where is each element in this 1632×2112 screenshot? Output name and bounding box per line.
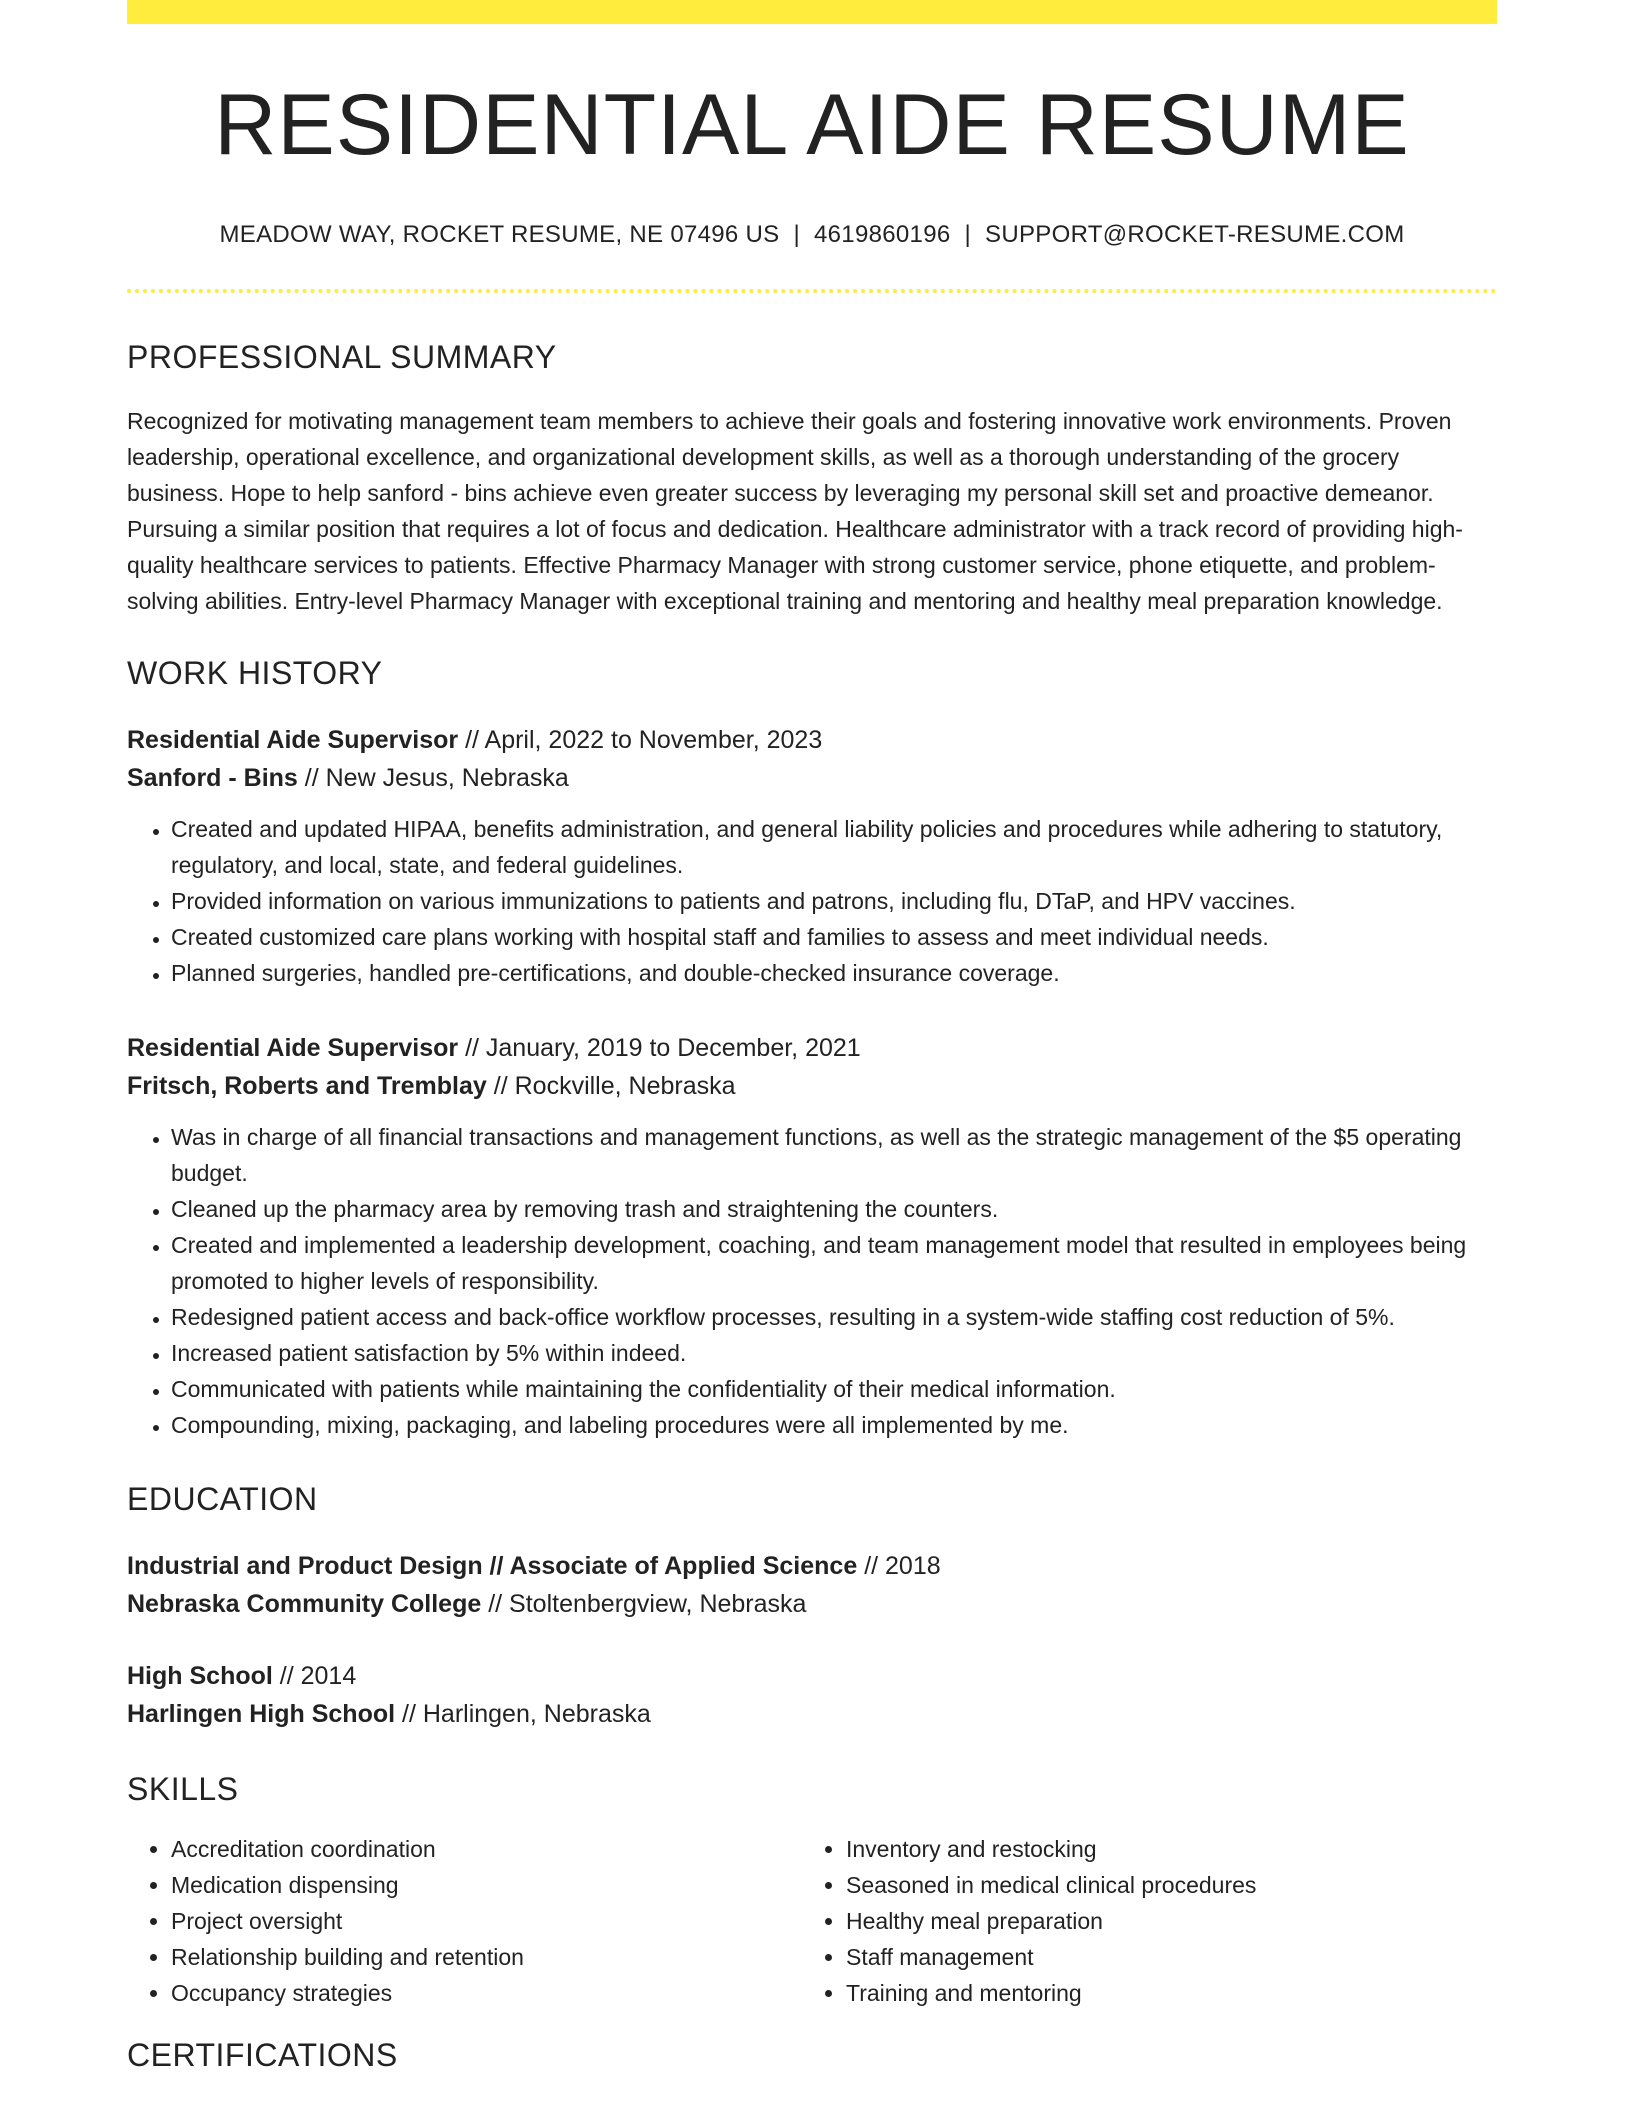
list-item: • Project oversight bbox=[171, 1903, 802, 1939]
education-location: // Harlingen, Nebraska bbox=[395, 1700, 651, 1728]
list-item: • Communicated with patients while maintaining the confidentiality of their medical information. bbox=[171, 1371, 1497, 1407]
job-role: Residential Aide Supervisor bbox=[127, 1034, 459, 1062]
education-school: Harlingen High School bbox=[127, 1700, 396, 1728]
resume-page bbox=[127, 0, 1497, 2071]
education-degree: High School bbox=[127, 1662, 273, 1690]
education-school-line bbox=[127, 1695, 1497, 1733]
job-dates: // April, 2022 to November, 2023 bbox=[458, 726, 823, 754]
job-company-line bbox=[127, 759, 1497, 797]
list-item: • Staff management bbox=[846, 1939, 1477, 1975]
skills-list-left bbox=[127, 1831, 802, 2011]
list-item: • Was in charge of all financial transactions and management functions, as well as the strategic management of the $5 operating budget. bbox=[171, 1119, 1497, 1191]
accent-bar bbox=[127, 0, 1497, 24]
skills-list-right bbox=[802, 1831, 1477, 2011]
list-item: • Inventory and restocking bbox=[846, 1831, 1477, 1867]
education-degree-line bbox=[127, 1547, 1497, 1585]
job-entry bbox=[127, 1029, 1497, 1443]
summary-heading: PROFESSIONAL SUMMARY bbox=[127, 339, 557, 375]
list-item: • Planned surgeries, handled pre-certifications, and double-checked insurance coverage. bbox=[171, 955, 1497, 991]
job-company: Sanford - Bins bbox=[127, 764, 298, 792]
education-year: // 2018 bbox=[857, 1552, 941, 1580]
list-item: • Compounding, mixing, packaging, and labeling procedures were all implemented by me. bbox=[171, 1407, 1497, 1443]
education-heading: EDUCATION bbox=[127, 1481, 318, 1517]
contact-separator: | bbox=[793, 221, 801, 248]
education-school-line bbox=[127, 1585, 1497, 1623]
education-school: Nebraska Community College bbox=[127, 1590, 482, 1618]
education-entry bbox=[127, 1547, 1497, 1623]
list-item: • Created and updated HIPAA, benefits administration, and general liability policies and procedures while adhering to statutory, regulatory, and local, state, and federal guidelines. bbox=[171, 811, 1497, 883]
summary-text: Recognized for motivating management team members to achieve their goals and fostering innovative work environments. Proven leadership, operational excellence, and organizational development skills, as well as a thorough understanding of the grocery business. Hope to help sanford - bins achieve even greater success by leveraging my personal skill set and proactive demeanor. Pursuing a similar position that requires a lot of focus and dedication. Healthcare administrator with a track record of providing high-quality healthcare services to patients. Effective Pharmacy Manager with strong customer service, phone etiquette, and problem-solving abilities. Entry-level Pharmacy Manager with exceptional training and mentoring and healthy meal preparation knowledge. bbox=[127, 408, 1463, 614]
contact-separator: | bbox=[964, 221, 972, 248]
job-entry bbox=[127, 721, 1497, 991]
dotted-divider bbox=[127, 289, 1497, 293]
skills-columns bbox=[127, 1831, 1497, 2011]
job-role-line bbox=[127, 721, 1497, 759]
list-item: • Relationship building and retention bbox=[171, 1939, 802, 1975]
list-item: • Healthy meal preparation bbox=[846, 1903, 1477, 1939]
list-item: • Medication dispensing bbox=[171, 1867, 802, 1903]
list-item: • Created and implemented a leadership development, coaching, and team management model that resulted in employees being promoted to higher levels of responsibility. bbox=[171, 1227, 1497, 1299]
education-year: // 2014 bbox=[272, 1662, 357, 1690]
contact-email: SUPPORT@ROCKET-RESUME.COM bbox=[985, 221, 1405, 248]
job-role-line bbox=[127, 1029, 1497, 1067]
contact-phone: 4619860196 bbox=[814, 221, 951, 248]
job-bullets bbox=[127, 1119, 1497, 1443]
list-item: • Cleaned up the pharmacy area by removing trash and straightening the counters. bbox=[171, 1191, 1497, 1227]
contact-address: MEADOW WAY, ROCKET RESUME, NE 07496 US bbox=[219, 221, 780, 248]
list-item: • Provided information on various immunizations to patients and patrons, including flu, DTaP, and HPV vaccines. bbox=[171, 883, 1497, 919]
list-item: • Occupancy strategies bbox=[171, 1975, 802, 2011]
job-company-line bbox=[127, 1067, 1497, 1105]
list-item: • Training and mentoring bbox=[846, 1975, 1477, 2011]
job-bullets bbox=[127, 811, 1497, 991]
education-location: // Stoltenbergview, Nebraska bbox=[481, 1590, 807, 1618]
job-dates: // January, 2019 to December, 2021 bbox=[458, 1034, 861, 1062]
list-item: • Increased patient satisfaction by 5% within indeed. bbox=[171, 1335, 1497, 1371]
list-item: • Redesigned patient access and back-office workflow processes, resulting in a system-wide staffing cost reduction of 5%. bbox=[171, 1299, 1497, 1335]
list-item: • Accreditation coordination bbox=[171, 1831, 802, 1867]
job-location: // New Jesus, Nebraska bbox=[297, 764, 569, 792]
list-item: • Seasoned in medical clinical procedures bbox=[846, 1867, 1477, 1903]
job-role: Residential Aide Supervisor bbox=[127, 726, 459, 754]
skills-heading: SKILLS bbox=[127, 1771, 239, 1807]
education-degree: Industrial and Product Design // Associate of Applied Science bbox=[127, 1552, 858, 1580]
work-history-heading: WORK HISTORY bbox=[127, 655, 383, 691]
contact-line bbox=[127, 223, 1497, 247]
resume-title: RESIDENTIAL AIDE RESUME bbox=[214, 77, 1410, 173]
job-location: // Rockville, Nebraska bbox=[486, 1072, 736, 1100]
list-item: • Created customized care plans working with hospital staff and families to assess and meet individual needs. bbox=[171, 919, 1497, 955]
education-degree-line bbox=[127, 1657, 1497, 1695]
certifications-heading: CERTIFICATIONS bbox=[127, 2037, 398, 2073]
job-company: Fritsch, Roberts and Tremblay bbox=[127, 1072, 487, 1100]
education-entry bbox=[127, 1657, 1497, 1733]
